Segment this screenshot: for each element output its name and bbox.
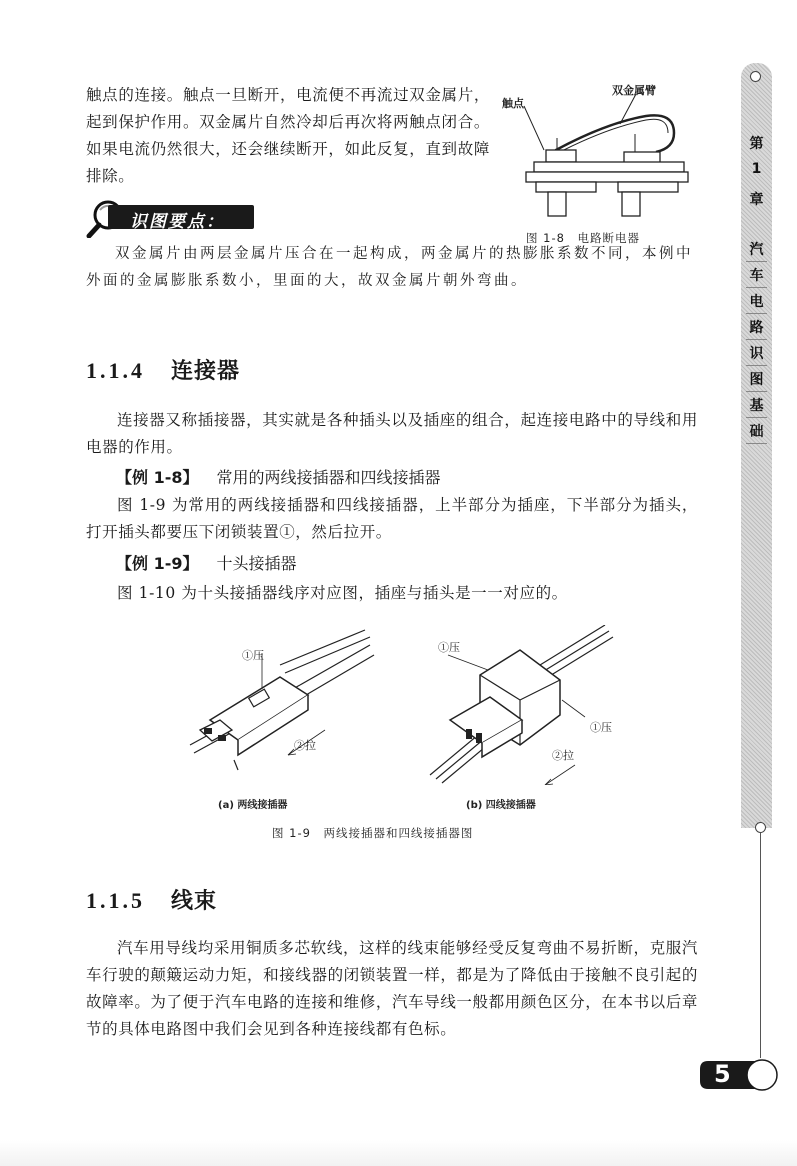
tab-char: 汽 xyxy=(749,242,764,258)
section-title: 连接器 xyxy=(171,358,241,384)
tab-char: 础 xyxy=(749,424,764,440)
keypoint-title: 识图要点： xyxy=(130,212,225,232)
tab-char: 1 xyxy=(751,161,762,177)
tab-char: 电 xyxy=(749,294,764,310)
tab-char: 识 xyxy=(749,346,764,362)
keypoint-banner xyxy=(86,198,256,238)
figure-caption: 图 1-9 两线接插器和四线接插器图 xyxy=(272,826,474,840)
connector-intro: 连接器又称插接器，其实就是各种插头以及插座的组合，起连接电路中的导线和用电器的作用。 xyxy=(86,411,698,456)
label-press-right: ①压 xyxy=(590,721,612,734)
figure-1-8 xyxy=(496,78,696,248)
section-heading-1-1-4 xyxy=(86,354,240,385)
section-number: 1.1.4 xyxy=(86,358,145,383)
tab-char: 基 xyxy=(749,398,764,414)
subcaption-b: (b) 四线接插器 xyxy=(466,800,536,811)
label-press-top: ①压 xyxy=(438,641,460,654)
keypoint-text: 双金属片由两层金属片压合在一起构成，两金属片的热膨胀系数不同，本例中外面的金属膨胀系数小，里面的大，故双金属片朝外弯曲。 xyxy=(86,246,693,289)
figure-1-9 xyxy=(180,625,620,850)
wiring-harness-text: 汽车用导线均采用铜质多芯软线，这样的线束能够经受反复弯曲不易折断，克服汽车行驶的颠簸运动力矩，和接线器的闭锁装置一样，都是为了降低由于接触不良引起的故障率。为了便于汽车电路的连接和维修，汽车导线一般都用颜色区分，在本书以后章节的具体电路图中我们会见到各种连接线都有色标。 xyxy=(86,939,698,1038)
example-1-8-heading xyxy=(116,465,441,488)
figure-caption: 图 1-8 电路断电器 xyxy=(526,231,640,245)
page-number-badge xyxy=(700,1058,780,1092)
example-1-9-text: 图 1-10 为十头接插器线序对应图，插座与插头是一一对应的。 xyxy=(117,584,568,602)
tab-char: 路 xyxy=(749,320,764,336)
example-1-9-heading xyxy=(116,551,297,574)
circuit-breaker-drawing xyxy=(496,78,696,218)
label-contact: 触点 xyxy=(502,97,524,110)
tab-char: 图 xyxy=(749,372,764,388)
section-title: 线束 xyxy=(171,888,218,914)
chapter-side-tab xyxy=(741,63,772,828)
intro-paragraph: 触点的连接。触点一旦断开，电流便不再流过双金属片，起到保护作用。双金属片自然冷却后再次将两触点闭合。如果电流仍然很大，还会继续断开，如此反复，直到故障排除。 xyxy=(86,86,490,185)
tab-char: 第 xyxy=(749,136,764,152)
page-bottom-edge xyxy=(0,1140,797,1166)
example-title: 十头接插器 xyxy=(216,554,297,573)
section-number: 1.1.5 xyxy=(86,888,145,913)
tab-char: 车 xyxy=(749,268,764,284)
page-number: 5 xyxy=(714,1060,731,1088)
example-title: 常用的两线接插器和四线接插器 xyxy=(216,468,441,487)
example-tag: 【例 1-9】 xyxy=(116,554,199,573)
tab-char: 章 xyxy=(749,192,764,208)
label-bimetal-arm: 双金属臂 xyxy=(612,84,656,97)
section-heading-1-1-5 xyxy=(86,884,217,915)
tab-connector-line xyxy=(760,833,761,1058)
label-pull: ②拉 xyxy=(294,739,316,752)
tab-ring-bottom xyxy=(755,822,766,833)
subcaption-a: (a) 两线接插器 xyxy=(218,800,288,811)
label-pull: ②拉 xyxy=(552,749,574,762)
tab-ring-top xyxy=(750,71,761,82)
two-wire-connector-drawing xyxy=(180,625,380,785)
example-tag: 【例 1-8】 xyxy=(116,468,199,487)
label-press: ①压 xyxy=(242,649,264,662)
example-1-8-text: 图 1-9 为常用的两线接插器和四线接插器，上半部分为插座，下半部分为插头，打开插头都要压下闭锁装置①，然后拉开。 xyxy=(86,496,698,541)
